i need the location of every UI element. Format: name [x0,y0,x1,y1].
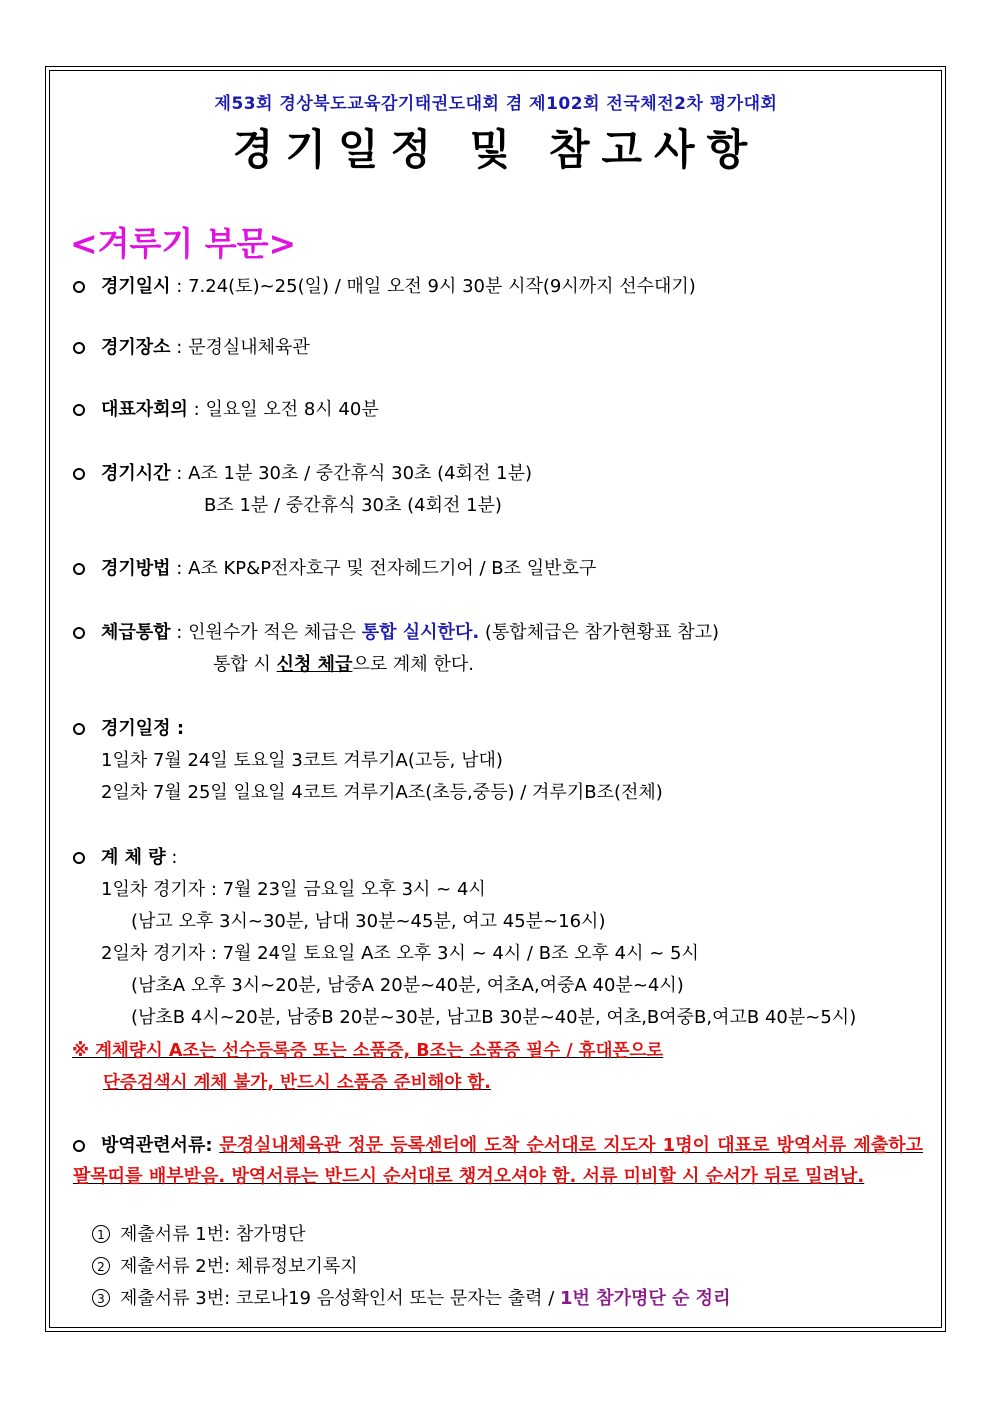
merge-emphasis: 통합 실시한다. [361,622,480,643]
circled-number: 3 [92,1289,110,1307]
doc-text: 제출서류 2번: 체류정보기록지 [120,1256,358,1277]
item-meeting [73,397,379,423]
item-weight-merge [73,620,719,646]
item-schedule-time [73,274,696,300]
quarantine-notice: 문경실내체육관 정문 등록센터에 도착 순서대로 지도자 1명이 대표로 방역서류 제출하고 팔목띠를 배부받음. 방역서류는 반드시 순서대로 챙겨오셔야 함. 서류 미비할 시 순서가 뒤로 밀려남. [73,1135,923,1187]
item-value: A조 KP&P전자호구 및 전자헤드기어 / B조 일반호구 [188,558,597,579]
merge-text-c: (통합체급은 참가현황표 참고) [479,622,720,643]
item-sep: : [170,622,189,643]
doc-text: 제출서류 3번: 코로나19 음성확인서 또는 문자는 출력 / [120,1288,561,1309]
bullet-icon [73,563,85,575]
bullet-icon [73,627,85,639]
quarantine-doc-3 [92,1286,730,1312]
item-label: 경기장소 [101,337,171,358]
quarantine-doc-2 [92,1254,358,1280]
item-label: 경기일시 [101,276,171,297]
bullet-icon [73,852,85,864]
item-label: 방역관련서류: [101,1135,213,1156]
item-sep: : [165,847,178,868]
item-method [73,556,596,582]
item-sep: : [170,463,189,484]
merge2-emphasis: 신청 체급 [276,654,353,675]
item-quarantine [73,1130,923,1192]
item-value: 일요일 오전 8시 40분 [205,399,379,420]
bullet-icon [73,342,85,354]
event-subtitle: 제53회 경상북도교육감기태권도대회 겸 제102회 전국체전2차 평가대회 [214,94,778,114]
merge2-text-a: 통합 시 [213,654,277,675]
weigh-in-notice-line1: ※ 계체량시 A조는 선수등록증 또는 소품증, B조는 소품증 필수 / 휴대폰으로 [72,1041,664,1061]
item-duration [73,461,532,487]
item-weigh-in [73,845,178,871]
item-label: 경기일정 : [101,718,185,739]
item-value: 7.24(토)~25(일) / 매일 오전 9시 30분 시작(9시까지 선수대기) [188,276,696,297]
schedule-day1: 1일차 7월 24일 토요일 3코트 겨루기A(고등, 남대) [101,750,503,771]
merge2-text-c: 으로 계체 한다. [352,654,474,675]
quarantine-doc-1 [92,1222,305,1248]
item-sep: : [187,399,206,420]
circled-number: 1 [92,1225,110,1243]
weigh-in-day2-detail-a: (남초A 오후 3시~20분, 남중A 20분~40분, 여초A,여중A 40분~4시) [131,975,684,996]
item-label: 경기시간 [101,463,171,484]
item-duration-line2: B조 1분 / 중간휴식 30초 (4회전 1분) [204,495,502,516]
item-venue [73,335,310,361]
item-label: 경기방법 [101,558,171,579]
section-title: <겨루기 부문> [70,224,297,263]
bullet-icon [73,281,85,293]
item-sep: : [170,276,189,297]
schedule-day2: 2일차 7월 25일 일요일 4코트 겨루기A조(초등,중등) / 겨루기B조(전체) [101,782,663,803]
circled-number: 2 [92,1257,110,1275]
item-label: 체급통합 [101,622,171,643]
item-label: 계 체 량 [101,847,166,868]
weigh-in-day1: 1일차 경기자 : 7월 23일 금요일 오후 3시 ~ 4시 [101,879,486,900]
bullet-icon [73,468,85,480]
item-value: A조 1분 30초 / 중간휴식 30초 (4회전 1분) [188,463,532,484]
document-title: 경기일정 및 참고사항 [232,125,760,174]
bullet-icon [73,404,85,416]
weigh-in-day1-detail: (남고 오후 3시~30분, 남대 30분~45분, 여고 45분~16시) [131,911,606,932]
bullet-icon [73,1140,85,1152]
merge-text-a: 인원수가 적은 체급은 [188,622,362,643]
item-value: 문경실내체육관 [188,337,310,358]
doc-text: 제출서류 1번: 참가명단 [120,1224,306,1245]
weigh-in-notice-line2: 단증검색시 계체 불가, 반드시 소품증 준비해야 함. [103,1073,491,1093]
item-weight-merge-line2 [213,652,474,678]
weigh-in-day2-detail-b: (남초B 4시~20분, 남중B 20분~30분, 남고B 30분~40분, 여초,B여중B,여고B 40분~5시) [131,1007,857,1028]
item-sep: : [170,337,189,358]
item-sep: : [170,558,189,579]
bullet-icon [73,723,85,735]
item-schedule [73,716,184,742]
item-label: 대표자회의 [101,399,188,420]
doc-emphasis: 1번 참가명단 순 정리 [560,1288,731,1309]
weigh-in-day2: 2일차 경기자 : 7월 24일 토요일 A조 오후 3시 ~ 4시 / B조 오후 4시 ~ 5시 [101,943,699,964]
